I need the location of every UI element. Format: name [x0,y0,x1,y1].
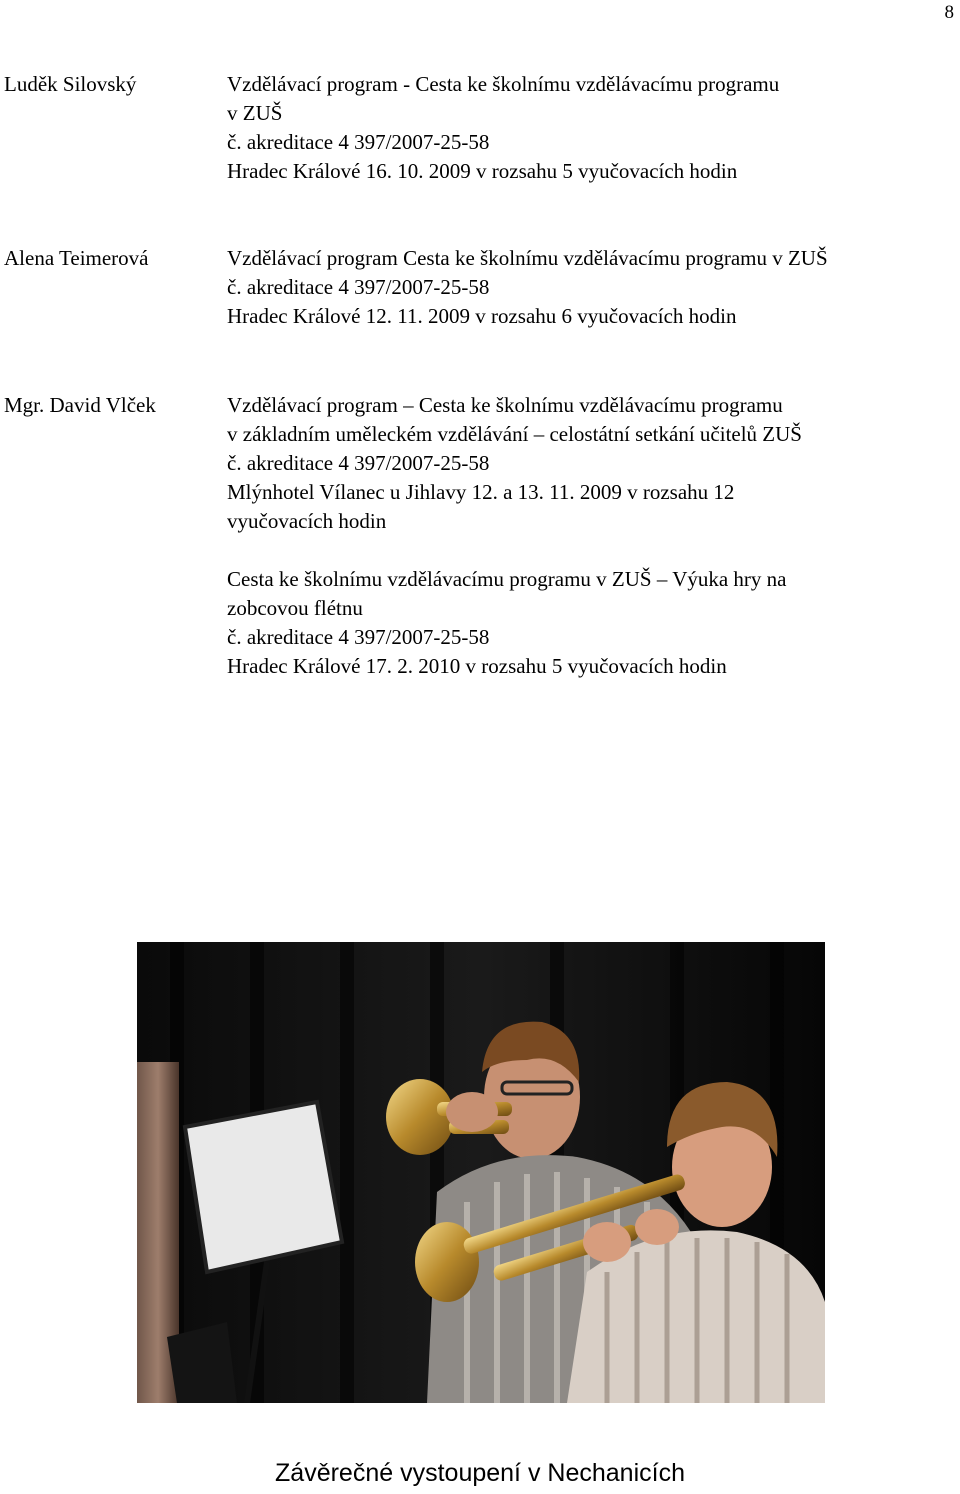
description-line: v základním uměleckém vzdělávání – celostátní setkání učitelů ZUŠ [227,422,802,446]
entry-name: Alena Teimerová [4,246,149,270]
description-line: v ZUŠ [227,101,283,125]
description-line: Vzdělávací program - Cesta ke školnímu vzdělávacímu programu [227,72,780,96]
description-line: Hradec Králové 16. 10. 2009 v rozsahu 5 vyučovacích hodin [227,159,738,183]
description-line: zobcovou flétnu [227,596,363,620]
entry-description [227,244,952,331]
entry-name: Mgr. David Vlček [4,393,156,417]
description-line: č. akreditace 4 397/2007-25-58 [227,451,490,475]
concert-photo [137,942,825,1403]
entry-name: Luděk Silovský [4,72,137,96]
description-line: Hradec Králové 17. 2. 2010 v rozsahu 5 vyučovacích hodin [227,654,727,678]
description-line: Vzdělávací program – Cesta ke školnímu vzdělávacímu programu [227,393,783,417]
page-number: 8 [944,2,954,23]
description-line: Vzdělávací program Cesta ke školnímu vzdělávacímu programu v ZUŠ [227,246,828,270]
description-line: Mlýnhotel Vílanec u Jihlavy 12. a 13. 11. 2009 v rozsahu 12 [227,480,735,504]
description-line: Hradec Králové 12. 11. 2009 v rozsahu 6 vyučovacích hodin [227,304,737,328]
entry-description [227,391,952,681]
description-line: č. akreditace 4 397/2007-25-58 [227,130,490,154]
description-line: č. akreditace 4 397/2007-25-58 [227,275,490,299]
description-line: č. akreditace 4 397/2007-25-58 [227,625,490,649]
description-line: Cesta ke školnímu vzdělávacímu programu v ZUŠ – Výuka hry na [227,567,787,591]
photo-caption: Závěrečné vystoupení v Nechanicích [275,1459,685,1487]
concert-photo-illustration [137,942,825,1403]
entry-description [227,70,952,186]
description-line: vyučovacích hodin [227,509,387,533]
paragraph-gap [227,536,952,565]
